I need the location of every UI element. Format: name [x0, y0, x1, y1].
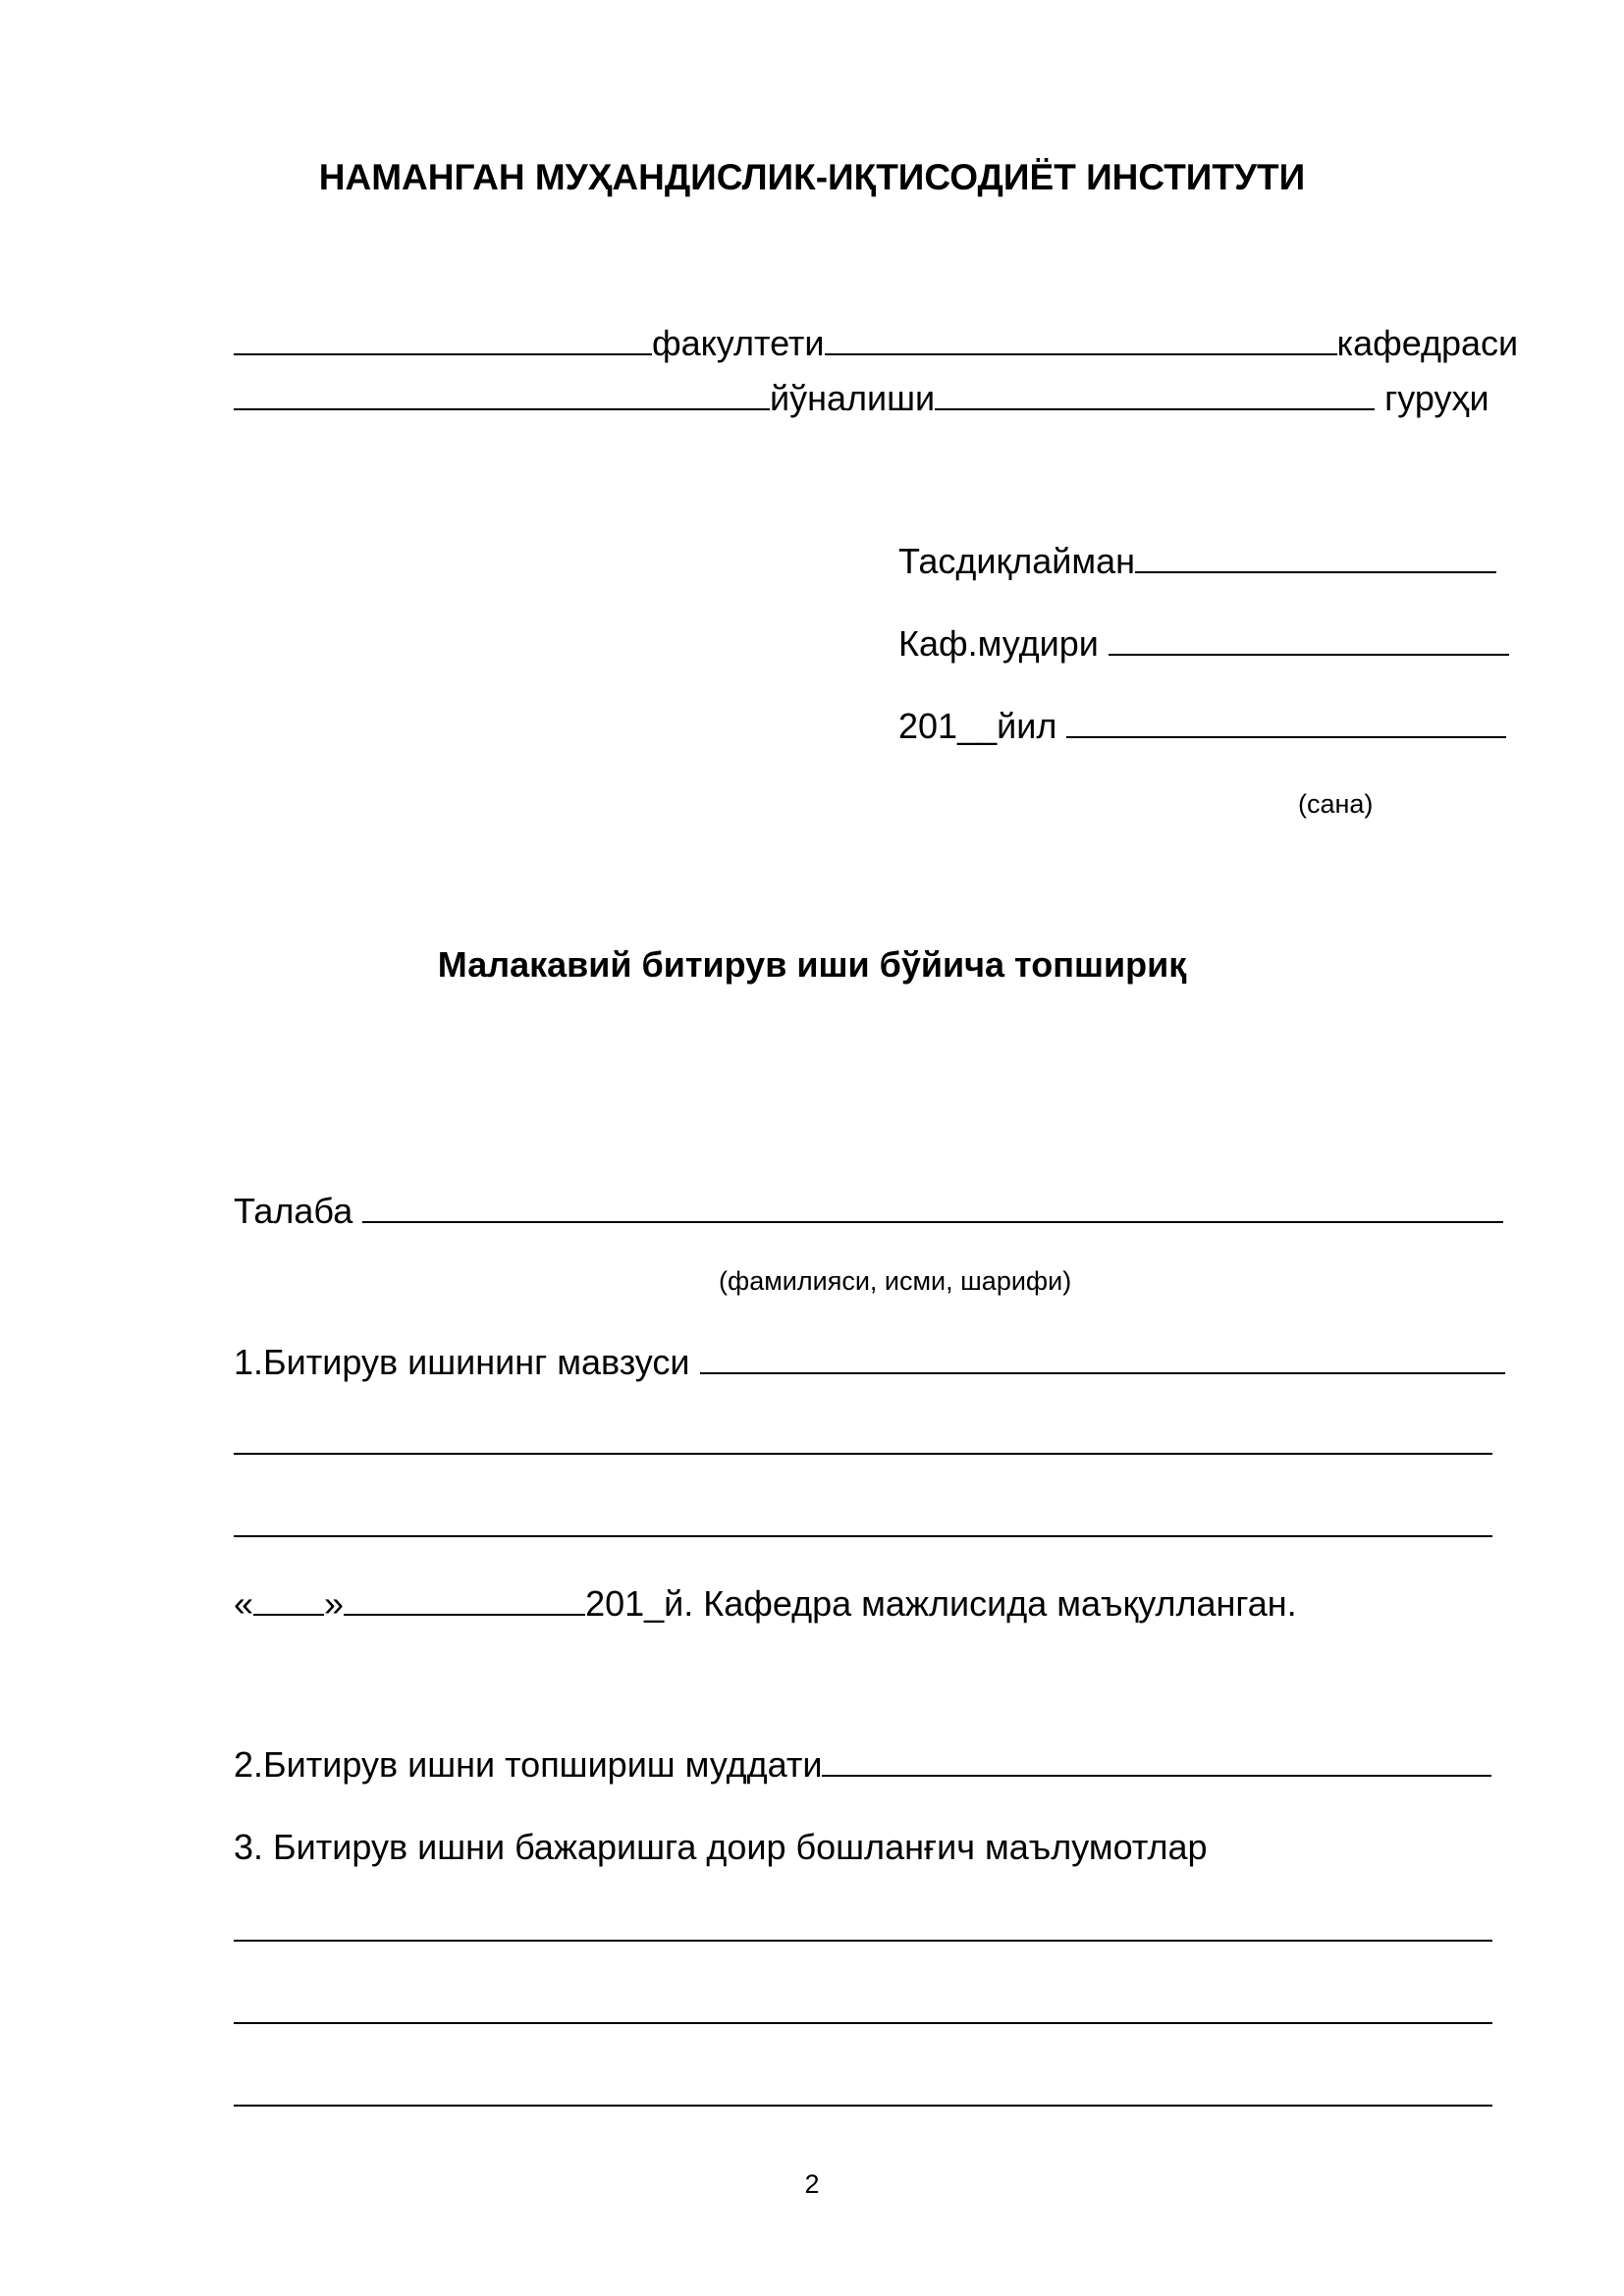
institute-title: НАМАНГАН МУҲАНДИСЛИК-ИҚТИСОДИЁТ ИНСТИТУТИ	[318, 157, 1306, 197]
group-blank[interactable]	[935, 379, 1375, 410]
topic-blank[interactable]	[700, 1343, 1505, 1374]
faculty-department-line	[234, 322, 1518, 365]
department-label: кафедраси	[1336, 323, 1519, 363]
approve-label: Тасдиқлайман	[898, 541, 1136, 581]
direction-group-line	[234, 377, 1489, 420]
initial-data-line	[234, 1826, 1208, 1869]
direction-label: йўналиши	[770, 378, 936, 418]
year-label: 201__йил	[898, 706, 1057, 746]
approve-line	[898, 540, 1496, 583]
department-blank[interactable]	[825, 324, 1337, 355]
head-label: Каф.мудири	[898, 623, 1099, 664]
student-label: Талаба	[234, 1191, 353, 1231]
topic-label: 1.Битирув ишининг мавзуси	[234, 1342, 690, 1382]
faculty-label: факултети	[652, 323, 825, 363]
approved-close-quote: »	[324, 1583, 345, 1624]
student-line	[234, 1190, 1503, 1233]
head-line	[898, 622, 1509, 666]
group-label: гуруҳи	[1384, 378, 1489, 418]
page-number: 2	[804, 2169, 820, 2199]
initial-data-line-1[interactable]	[234, 1940, 1492, 1942]
approved-line	[234, 1582, 1297, 1626]
approved-text: 201_й. Кафедра мажлисида маъқулланган.	[585, 1583, 1297, 1624]
deadline-blank[interactable]	[822, 1745, 1491, 1777]
topic-continuation-line-2[interactable]	[234, 1535, 1492, 1537]
deadline-label: 2.Битирув ишни топшириш муддати	[234, 1744, 823, 1785]
approved-month-blank[interactable]	[344, 1584, 585, 1616]
year-line	[898, 705, 1506, 748]
initial-data-line-3[interactable]	[234, 2105, 1492, 2107]
initial-data-line-2[interactable]	[234, 2022, 1492, 2024]
date-note: (сана)	[1298, 789, 1374, 819]
approve-signature-blank[interactable]	[1135, 542, 1496, 573]
approved-open-quote: «	[234, 1583, 254, 1624]
initial-data-label: 3. Битирув ишни бажаришга доир бошланғич маълумотлар	[234, 1827, 1208, 1867]
topic-line	[234, 1341, 1505, 1384]
student-name-blank[interactable]	[362, 1192, 1503, 1223]
head-signature-blank[interactable]	[1109, 624, 1509, 656]
approved-day-blank[interactable]	[253, 1584, 324, 1616]
topic-continuation-line-1[interactable]	[234, 1453, 1492, 1455]
document-title: Малакавий битирув иши бўйича топшириқ	[437, 944, 1187, 985]
student-note: (фамилияси, исми, шарифи)	[719, 1266, 1072, 1296]
deadline-line	[234, 1743, 1491, 1787]
year-date-blank[interactable]	[1066, 707, 1506, 738]
faculty-blank[interactable]	[234, 324, 652, 355]
direction-blank[interactable]	[234, 379, 770, 410]
